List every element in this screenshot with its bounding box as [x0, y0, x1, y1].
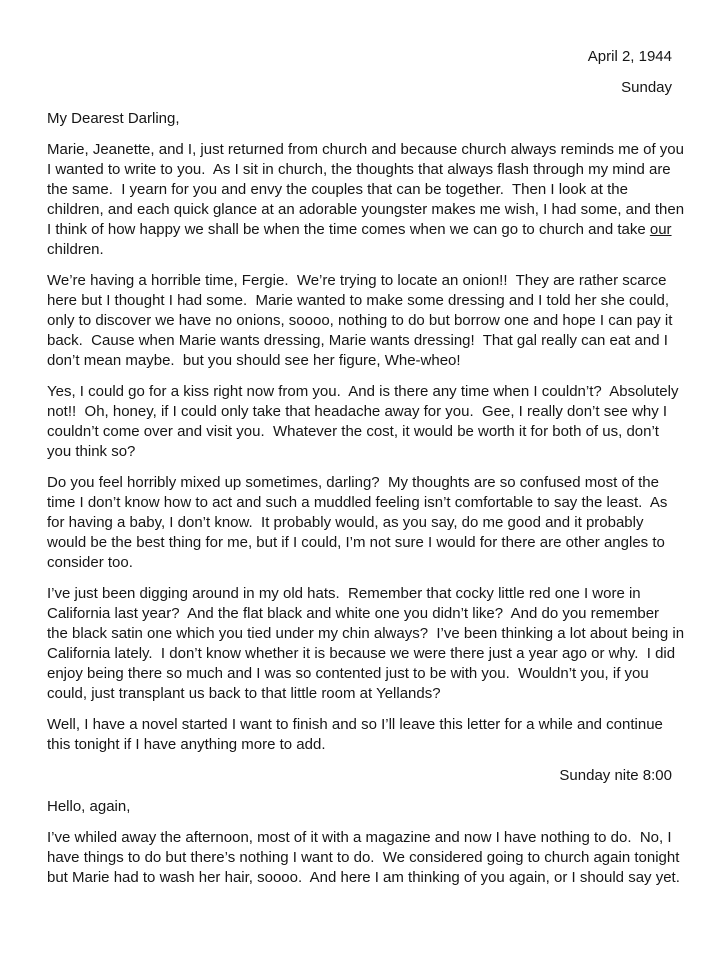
letter-paragraph-7 — [47, 828, 680, 888]
letter-line: Marie, Jeanette, and I, just returned from church and because church always reminds me of you — [47, 141, 684, 158]
letter-line: time I don’t know how to act and such a muddled feeling isn’t comfortable to say the least. As — [47, 494, 668, 511]
letter-paragraph-2 — [47, 271, 672, 371]
letter-line: don’t mean maybe. but you should see her figure, Whe-wheo! — [47, 352, 461, 369]
letter-paragraph-4 — [47, 473, 672, 573]
letter-line: but Marie had to wash her hair, soooo. And here I am thinking of you again, or I should say yet. — [47, 869, 680, 886]
letter-paragraph-5 — [47, 584, 685, 704]
letter-paragraph-6 — [47, 715, 672, 755]
letter-line: couldn’t come over and visit you. Whatever the cost, it would be worth it for both of us, don’t — [47, 423, 659, 440]
letter-line: enjoy being there so much and I was so contented just to be with you. Wouldn’t you, if you — [47, 665, 649, 682]
letter-line: not!! Oh, honey, if I could only take that headache away for you. Gee, I really don’t see why I — [47, 403, 668, 420]
letter-line: you think so? — [47, 443, 136, 460]
letter-line: the black satin one which you tied under my chin always? I’ve been thinking a lot about being in — [47, 625, 685, 642]
letter-line: Yes, I could go for a kiss right now from you. And is there any time when I couldn’t? Absolutely — [47, 383, 679, 400]
letter-paragraph-3 — [47, 382, 679, 462]
second-greeting: Hello, again, — [47, 798, 131, 815]
letter-line: would be the best thing for me, but if I could, I’m not sure I would for there are other angles to — [47, 534, 665, 551]
date-line: April 2, 1944 — [587, 48, 672, 65]
letter-line: Do you feel horribly mixed up sometimes, darling? My thoughts are so confused most of the — [47, 474, 659, 491]
letter-line: here but I thought I had some. Marie wanted to make some dressing and I told her she could, — [47, 292, 670, 309]
letter-line: the same. I yearn for you and envy the couples that can be together. Then I look at the — [47, 181, 628, 198]
day-line: Sunday — [621, 79, 672, 96]
underlined-word: our — [649, 221, 672, 238]
letter-line: for having a baby, I don’t know. It probably would, as you say, do me good and it probably — [47, 514, 644, 531]
letter-line-text: I think of how happy we shall be when the time comes when we can go to church and take — [47, 221, 650, 238]
letter-line: consider too. — [47, 554, 133, 571]
salutation: My Dearest Darling, — [47, 110, 180, 127]
letter-line: California last year? And the flat black and white one you didn’t like? And do you remember — [47, 605, 660, 622]
letter-line: could, just transplant us back to that little room at Yellands? — [47, 685, 441, 702]
letter-line: California lately. I don’t know whether it is because we were there just a year ago or why. I did — [47, 645, 676, 662]
letter-line: this tonight if I have anything more to add. — [47, 736, 326, 753]
letter-line: back. Cause when Marie wants dressing, Marie wants dressing! That gal really can eat and I — [47, 332, 668, 349]
letter-line: I’ve just been digging around in my old hats. Remember that cocky little red one I wore in — [47, 585, 641, 602]
letter-line: I wanted to write to you. As I sit in church, the thoughts that always flash through my mind are — [47, 161, 671, 178]
letter-line: children. — [47, 241, 104, 258]
letter-paragraph-1 — [47, 140, 685, 260]
letter-line: We’re having a horrible time, Fergie. We’re trying to locate an onion!! They are rather scarce — [47, 272, 667, 289]
letter-line: I’ve whiled away the afternoon, most of it with a magazine and now I have nothing to do. No, I — [47, 829, 672, 846]
letter-line — [47, 220, 672, 240]
time-heading: Sunday nite 8:00 — [559, 767, 672, 784]
letter-line: children, and each quick glance at an adorable youngster makes me wish, I had some, and then — [47, 201, 685, 218]
letter-line: Well, I have a novel started I want to finish and so I’ll leave this letter for a while and continue — [47, 716, 663, 733]
letter-line: have things to do but there’s nothing I want to do. We considered going to church again tonight — [47, 849, 680, 866]
letter-line: only to discover we have no onions, soooo, nothing to do but borrow one and hope I can pay it — [47, 312, 673, 329]
